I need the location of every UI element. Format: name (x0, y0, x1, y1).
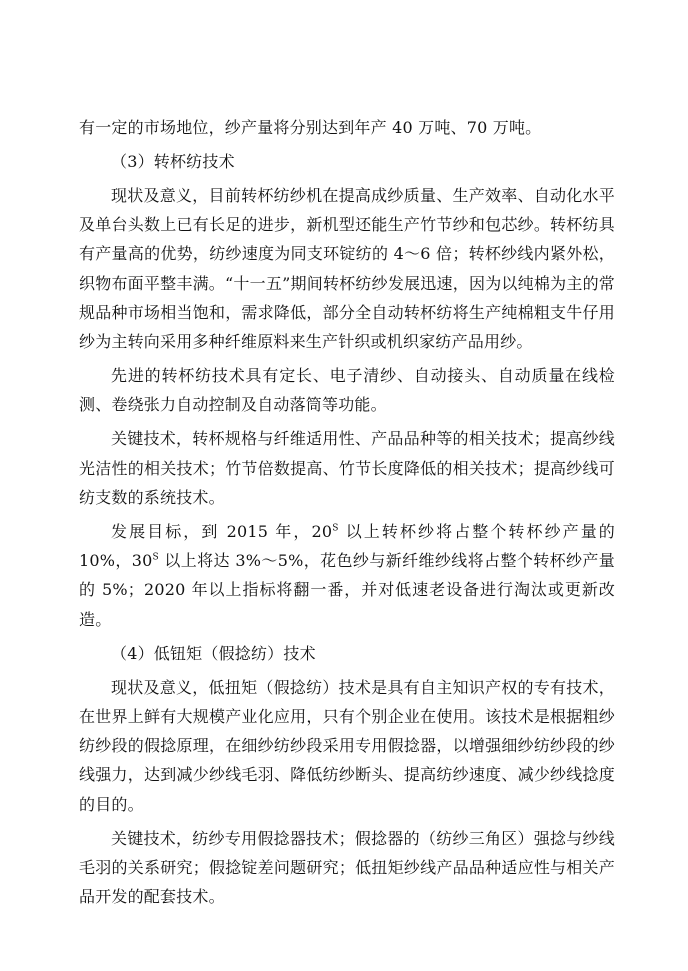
paragraph-rotor-key-tech: 关键技术，转杯规格与纤维适用性、产品品种等的相关技术；提高纱线光洁性的相关技术；竹节倍数提高、竹节长度降低的相关技术；提高纱线可纺支数的系统技术。 (79, 429, 615, 507)
paragraph-rotor-features: 先进的转杯纺技术具有定长、电子清纱、自动接头、自动质量在线检测、卷绕张力自动控制及自动落筒等功能。 (79, 366, 615, 415)
goals-text-c: 以上将达 3%～5%，花色纱与新纤维纱线将占整个转杯纱产量的 5%；2020 年以上指标将翻一番，并对低速老设备进行淘汰或更新改造。 (79, 551, 615, 629)
yarn-count-superscript: S (332, 523, 339, 534)
goals-text-b: 以上转杯纱将占整个转杯纱产量的 10%，30 (79, 521, 615, 571)
document-body (79, 113, 615, 911)
goals-text-a: 发展目标，到 2015 年，20 (111, 521, 333, 541)
paragraph-low-torque-status: 现状及意义，低扭矩（假捻纺）技术是具有自主知识产权的专有技术，在世界上鲜有大规模产业化应用，只有个别企业在使用。该技术是根据粗纱纺纱段的假捻原理，在细纱纺纱段采用专用假捻器，以增强细纱纺纱段的纱线强力，达到减少纱线毛羽、降低纺纱断头、提高纺纱速度、减少纱线捻度的目的。 (79, 677, 615, 814)
paragraph-continued: 有一定的市场地位，纱产量将分别达到年产 40 万吨、70 万吨。 (79, 118, 542, 137)
section-heading-rotor-spinning: （3）转杯纺技术 (111, 151, 235, 171)
paragraph-low-torque-key-tech: 关键技术，纺纱专用假捻器技术；假捻器的（纺纱三角区）强捻与纱线毛羽的关系研究；假捻锭差问题研究；低扭矩纱线产品品种适应性与相关产品开发的配套技术。 (79, 828, 615, 907)
section-heading-low-torque: （4）低钮矩（假捻纺）技术 (111, 643, 316, 663)
yarn-count-superscript: S (152, 552, 159, 563)
paragraph-rotor-goals (79, 517, 615, 634)
paragraph-rotor-status: 现状及意义，目前转杯纺纱机在提高成纱质量、生产效率、自动化水平及单台头数上已有长足的进步，新机型还能生产竹节纱和包芯纱。转杯纺具有产量高的优势，纺纱速度为同支环锭纺的 4～6 倍；转杯纱线内紧外松，织物布面平整丰满。“十一五”期间转杯纺纱发展迅速，因为以纯棉为主的常规品种市场相当饱和，需求降低，部分全自动转杯纺将生产纯棉粗支牛仔用纱为主转向采用多种纤维原料来生产针织或机织家纺产品用纱。 (79, 185, 615, 352)
